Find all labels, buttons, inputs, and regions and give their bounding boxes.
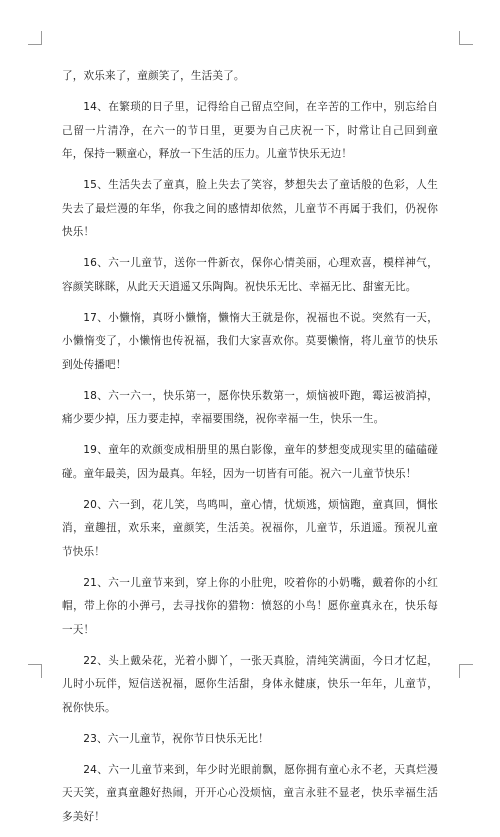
- crop-mark-bottom-right: [459, 664, 473, 678]
- paragraph-continuation: 了，欢乐来了，童颜笑了，生活美了。: [62, 70, 245, 82]
- paragraph-15: 15、生活失去了童真，脸上失去了笑容，梦想失去了童话般的色彩，人生失去了最烂漫的年华，你我之间的感情却依然，儿童节不再属于我们，仍祝你快乐！: [62, 179, 438, 238]
- crop-mark-top-left: [28, 31, 42, 45]
- paragraph-20: 20、六一到，花儿笑，鸟鸣叫，童心情，忧烦逃，烦恼跑，童真回，惆怅消，童趣扭，欢乐来，童颜笑，生活美。祝福你，儿童节，乐逍遥。预祝儿童节快乐！: [62, 498, 438, 558]
- paragraph-23: 23、六一儿童节，祝你节日快乐无比！: [83, 732, 269, 745]
- crop-mark-top-right: [459, 31, 473, 45]
- paragraph-14: 14、在繁琐的日子里，记得给自己留点空间，在辛苦的工作中，别忘给自己留一片清净，在六一的节日里，更要为自己庆祝一下，时常让自己回到童年，保持一颗童心，释放一下生活的压力。儿童节快乐无边！: [62, 101, 438, 160]
- paragraph-21: 21、六一儿童节来到，穿上你的小肚兜，咬着你的小奶嘴，戴着你的小红帽，带上你的小弹弓，去寻找你的猎物：愤怒的小鸟！愿你童真永在，快乐每一天！: [62, 576, 438, 636]
- paragraph-16: 16、六一儿童节，送你一件新衣，保你心情美丽，心理欢喜，模样神气，容颜笑眯眯，从此天天逍遥又乐陶陶。祝快乐无比、幸福无比、甜蜜无比。: [62, 257, 438, 293]
- document-body: [62, 65, 438, 837]
- paragraph-24: 24、六一儿童节来到，年少时光眼前飘，愿你拥有童心永不老，天真烂漫天天笑，童真童趣好热闹，开开心心没烦恼，童言永驻不显老，快乐幸福生活多美好！: [62, 763, 438, 823]
- paragraph-19: 19、童年的欢颜变成相册里的黑白影像，童年的梦想变成现实里的磕磕碰碰。童年最美，因为最真。年轻，因为一切皆有可能。祝六一儿童节快乐！: [62, 444, 438, 480]
- paragraph-22: 22、头上戴朵花，光着小脚丫，一张天真脸，清纯笑满面，今日才忆起，儿时小玩伴，短信送祝福，愿你生活甜，身体永健康，快乐一年年，儿童节，祝你快乐。: [62, 654, 438, 714]
- paragraph-18: 18、六一六一，快乐第一，愿你快乐数第一，烦恼被吓跑，霉运被消掉，痛少要少掉，压力要走掉，幸福要围绕，祝你幸福一生，快乐一生。: [62, 389, 438, 425]
- paragraph-17: 17、小懒惰，真呀小懒惰，懒惰大王就是你，祝福也不说。突然有一天，小懒惰变了，小懒惰也传祝福，我们大家喜欢你。莫要懒惰，将儿童节的快乐到处传播吧！: [62, 311, 438, 371]
- crop-mark-bottom-left: [28, 664, 42, 678]
